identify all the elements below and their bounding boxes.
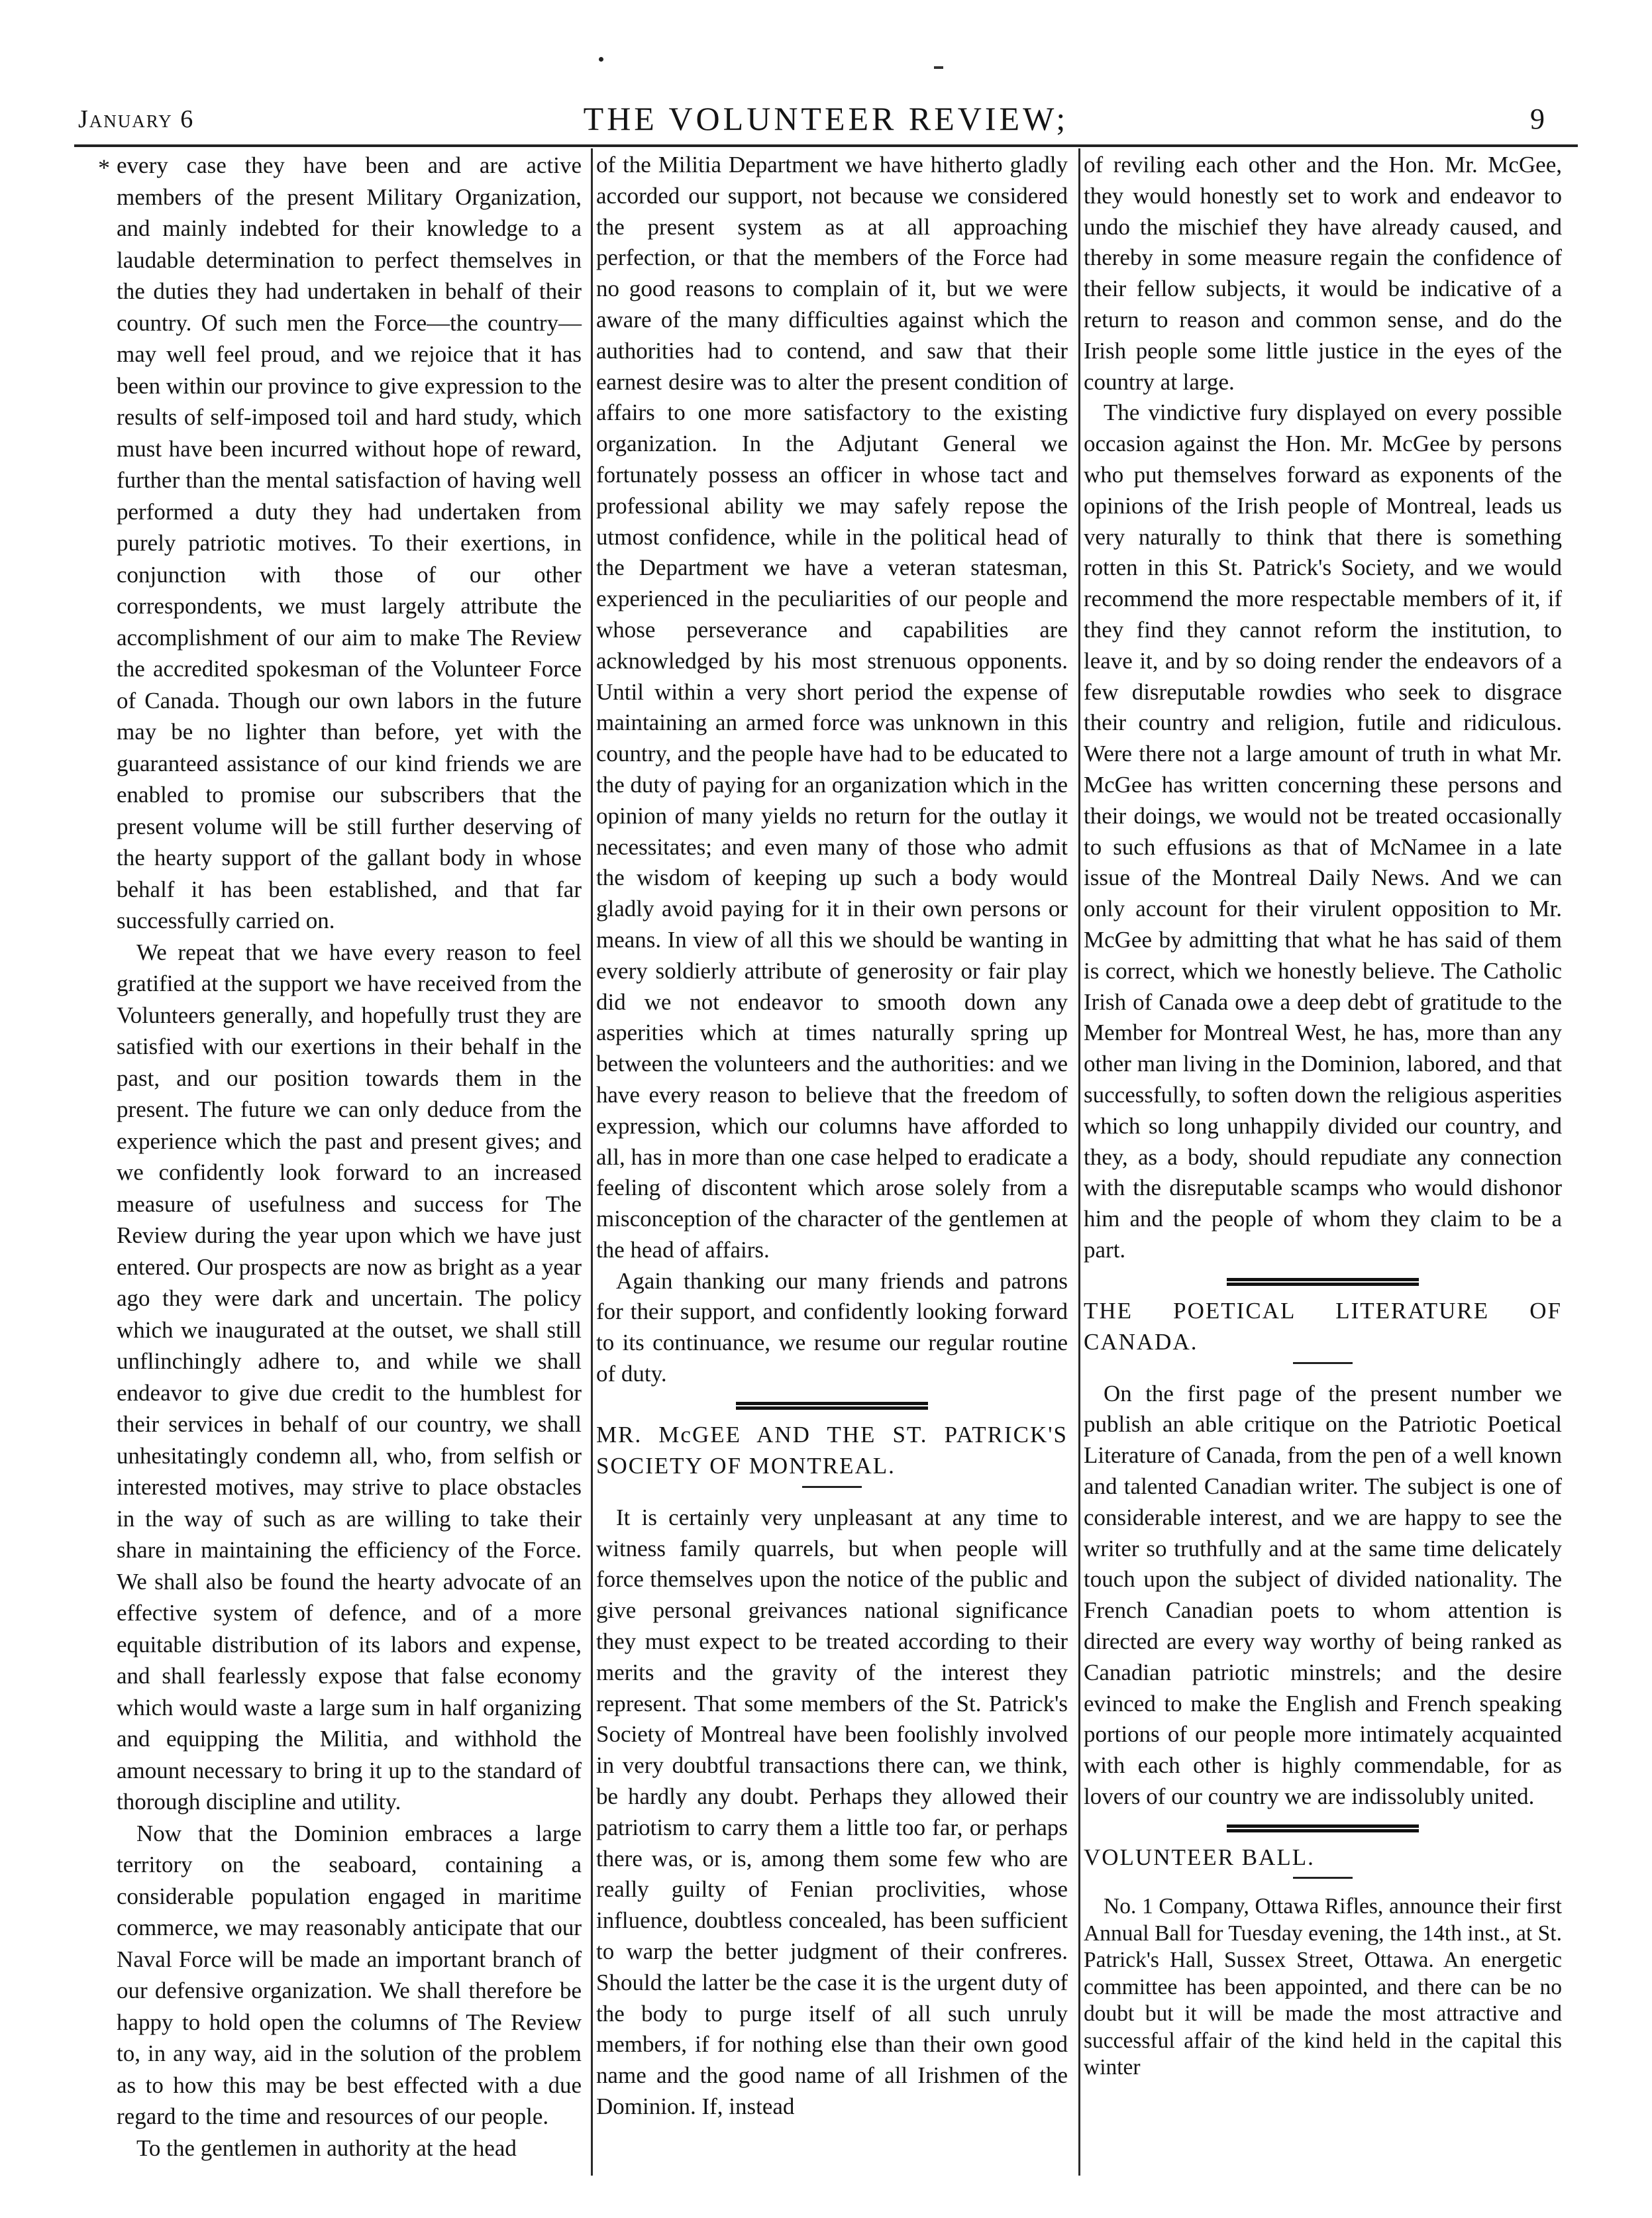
newspaper-title: THE VOLUNTEER REVIEW; bbox=[583, 100, 1069, 137]
article-paragraph: Again thanking our many friends and patrons for their support, and confidently looking forward to its continuance, we resume our regular routine of duty. bbox=[596, 1267, 1068, 1387]
heading-rule bbox=[802, 1486, 862, 1488]
column-2 bbox=[596, 150, 1068, 2123]
article-paragraph: every case they have been and are active members of the present Military Organization, and mainly indebted for their knowledge to a laudable determination to perfect themselves in the duties they had undertaken in behalf of their country. Of such men the Force—the country—may well feel proud, and we rejoice that it has been within our province to give expression to the results of self-imposed toil and hard study, which must have been incurred without hope of reward, further than the mental satisfaction of having well performed a duty they had undertaken from purely patriotic motives. To their exertions, in conjunction with those of our other correspondents, we must largely attribute the accomplishment of our aim to make The Review the accredited spokesman of the Volunteer Force of Canada. Though our own labors in the future may be no lighter than before, yet with the guaranteed assistance of our kind friends we are enabled to promise our subscribers that the present volume will be still further deserving of the hearty support of the gallant body in whose behalf it has been established, and that far successfully carried on. bbox=[117, 152, 582, 933]
article-paragraph: Now that the Dominion embraces a large territory on the seaboard, containing a considerable population engaged in maritime commerce, we may reasonably anticipate that our Naval Force will be made an important branch of our defensive organization. We shall therefore be happy to hold open the columns of The Review to, in any way, aid in the solution of the problem as to how this may be best effected with a due regard to the time and resources of our people. bbox=[117, 1820, 582, 2129]
article-heading: THE POETICAL LITERATURE OF CANADA. bbox=[1084, 1297, 1562, 1355]
article-heading: MR. McGEE AND THE ST. PATRICK'S SOCIETY OF MONTREAL. bbox=[596, 1421, 1068, 1479]
printing-mark bbox=[934, 66, 943, 69]
article-paragraph: No. 1 Company, Ottawa Rifles, announce their first Annual Ball for Tuesday evening, the 14th inst., at St. Patrick's Hall, Sussex Street, Ottawa. An energetic committee has been appointed, and there can be no doubt but it will be made the most attractive and successful affair of the kind held in the capital this winter bbox=[1084, 1894, 1562, 2080]
article-heading: VOLUNTEER BALL. bbox=[1084, 1844, 1315, 1870]
column-divider bbox=[1078, 148, 1080, 2176]
section-rule bbox=[736, 1402, 928, 1410]
heading-rule bbox=[1293, 1362, 1353, 1364]
article-paragraph: To the gentlemen in authority at the head bbox=[136, 2135, 517, 2161]
column-1 bbox=[117, 150, 582, 2164]
page-number: 9 bbox=[1530, 103, 1545, 135]
heading-rule bbox=[1293, 1877, 1353, 1879]
article-paragraph: The vindictive fury displayed on every possible occasion against the Hon. Mr. McGee by persons who put themselves forward as exponents of the opinions of the Irish people of Montreal, leads us very naturally to think that there is something rotten in this St. Patrick's Society, and we would recommend the more respectable members of it, if they find they cannot reform the institution, to leave it, and by so doing render the endeavors of a few disreputable rowdies who seek to disgrace their country and religion, futile and ridiculous. Were there not a large amount of truth in what Mr. McGee has written concerning these persons and their doings, we would not be treated occasionally to such effusions as that of McNamee in a late issue of the Montreal Daily News. And we can only account for their virulent opposition to Mr. McGee by admitting that what he has said of them is correct, which we honestly believe. The Catholic Irish of Canada owe a deep debt of gratitude to the Member for Montreal West, he has, more than any other man living in the Dominion, labored, and that successfully, to soften down the religious asperities which so long unhappily divided our country, and they, as a body, should repudiate any connection with the disreputable scamps who would dishonor him and the people of whom they claim to be a part. bbox=[1084, 399, 1562, 1263]
column-3 bbox=[1084, 150, 1562, 2082]
article-paragraph: of reviling each other and the Hon. Mr. McGee, they would honestly set to work and endeavor to undo the mischief they have already caused, and thereby in some measure regain the confidence of their fellow subjects, it would be indicative of a return to reason and common sense, and do the Irish people some little justice in the eyes of the country at large. bbox=[1084, 152, 1562, 395]
section-rule bbox=[1227, 1278, 1419, 1286]
article-paragraph: of the Militia Department we have hitherto gladly accorded our support, not because we considered the present system as at all approaching perfection, or that the members of the Force had no good reasons to complain of it, but we were aware of the many difficulties against which the authorities had to contend, and saw that their earnest desire was to alter the present condition of affairs to one more satisfactory to the existing organization. In the Adjutant General we fortunately possess an officer in whose tact and professional ability we may safely repose the utmost confidence, while in the political head of the Department we have a veteran statesman, experienced in the peculiarities of our people and whose perseverance and capabilities are acknowledged by his most strenuous opponents. Until within a very short period the expense of maintaining an armed force was unknown in this country, and the people have had to be educated to the duty of paying for an organization which in the opinion of many yields no return for the outlay it necessitates; and even many of those who admit the wisdom of keeping up such a body would gladly avoid paying for it in their own persons or means. In view of all this we should be wanting in every soldierly attribute of generosity or fair play did we not endeavor to smooth down any asperities which at times naturally spring up between the volunteers and the authorities: and we have every reason to believe that the freedom of expression, which our columns have afforded to all, has in more than one case helped to eradicate a feeling of discontent which arose solely from a misconception of the character of the gentlemen at the head of affairs. bbox=[596, 152, 1068, 1263]
printing-mark bbox=[599, 57, 603, 62]
article-paragraph: It is certainly very unpleasant at any time to witness family quarrels, but when people will force themselves upon the notice of the public and give personal greivances national significance they must expect to be treated according to their merits and the gravity of the interest they represent. That some members of the St. Patrick's Society of Montreal have been foolishly involved in very doubtful transactions there can, we think, be hardly any doubt. Perhaps they allowed their patriotism to carry them a little too far, or perhaps there was, or is, among them some few who are really guilty of Fenian proclivities, whose influence, doubtless concealed, has been sufficient to warp the better judgment of their confreres. Should the latter be the case it is the urgent duty of the body to purge itself of all such unruly members, if for nothing else than their own good name and the good name of all Irishmen of the Dominion. If, instead bbox=[596, 1504, 1068, 2120]
header-rule bbox=[74, 144, 1578, 147]
article-paragraph: On the first page of the present number we publish an able critique on the Patriotic Poetical Literature of Canada, from the pen of a well known and talented Canadian writer. The subject is one of considerable interest, and we are happy to see the writer so truthfully and at the same time delicately touch upon the subject of divided nationality. The French Canadian poets to whom attention is directed are every way worthy of being ranked as Canadian patriotic minstrels; and the desire evinced to make the English and French speaking portions of our people more intimately acquainted with each other is highly commendable, for as lovers of our country we are indissolubly united. bbox=[1084, 1380, 1562, 1810]
section-rule bbox=[1227, 1824, 1419, 1832]
issue-date: January 6 bbox=[78, 105, 195, 133]
column-divider bbox=[591, 148, 593, 2176]
page-header bbox=[0, 99, 1652, 139]
asterisk-mark: * bbox=[98, 154, 110, 181]
article-paragraph: We repeat that we have every reason to feel gratified at the support we have received from the Volunteers generally, and hopefully trust they are satisfied with our exertions in their behalf in the past, and our position towards them in the present. The future we can only deduce from the experience which the past and present gives; and we confidently look forward to an increased measure of usefulness and success for The Review during the year upon which we have just entered. Our prospects are now as bright as a year ago they were dark and uncertain. The policy which we inaugurated at the outset, we shall still unflinchingly adhere to, and while we shall endeavor to give due credit to the humblest for their services in behalf of our country, we shall unhesitatingly condemn all, who, from selfish or interested motives, may strive to place obstacles in the way of such as are willing to take their share in maintaining the efficiency of the Force. We shall also be found the hearty advocate of an effective system of defence, and of a more equitable distribution of its labors and expense, and shall fearlessly expose that false economy which would waste a large sum in half organizing and equipping the Militia, and withhold the amount necessary to bring it up to the standard of thorough discipline and utility. bbox=[117, 939, 582, 1815]
